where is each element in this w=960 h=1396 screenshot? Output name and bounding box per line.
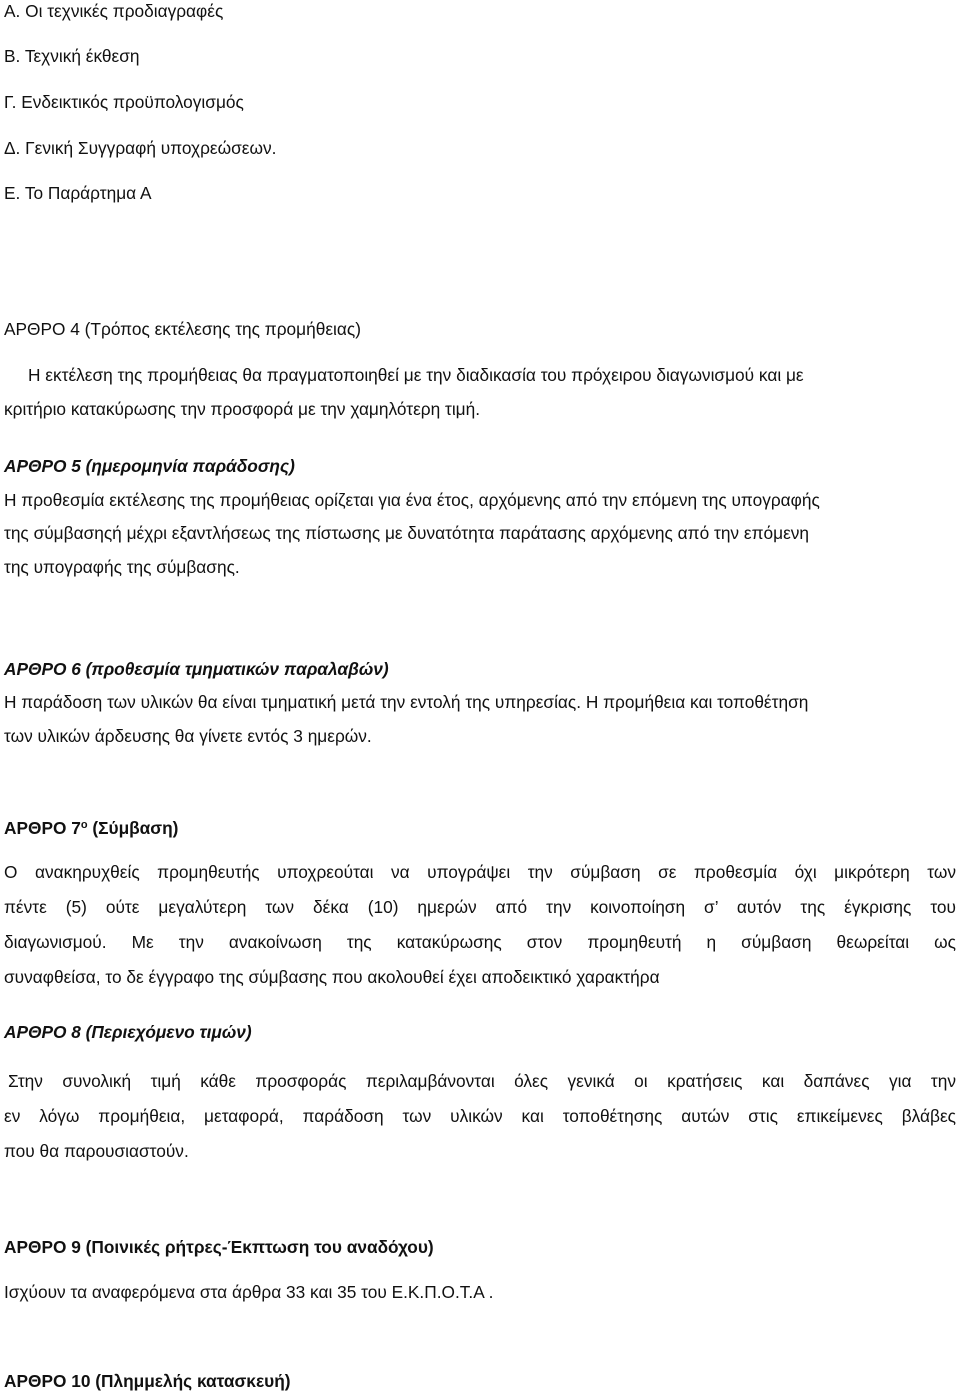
article9-line-1: Ισχύουν τα αναφερόμενα στα άρθρα 33 και 35 του Ε.Κ.Π.Ο.Τ.Α . [4,1282,494,1302]
article7-line-2: πέντε (5) ούτε μεγαλύτερη των δέκα (10) ημερών από την κοινοποίηση σ’ αυτόν της έγκρισης του [4,897,956,917]
article8-line-2: εν λόγω προμήθεια, μεταφορά, παράδοση των υλικών και τοποθέτησης αυτών στις επικείμενες βλάβες [4,1106,956,1126]
article6-title: ΑΡΘΡΟ 6 (προθεσμία τμηματικών παραλαβών) [4,659,389,679]
article10-title: ΑΡΘΡΟ 10 (Πλημμελής κατασκευή) [4,1371,291,1391]
article7-title-main: ΑΡΘΡΟ 7 [4,818,81,838]
article6-line-1: Η παράδοση των υλικών θα είναι τμηματική μετά την εντολή της υπηρεσίας. Η προμήθεια και τοποθέτηση [4,692,809,712]
article5-title: ΑΡΘΡΟ 5 (ημερομηνία παράδοσης) [4,456,295,476]
article7-title-rest: (Σύμβαση) [87,818,179,838]
appendix-item-b: Β. Τεχνική έκθεση [4,46,140,66]
article4-line-2: κριτήριο κατακύρωσης την προσφορά με την χαμηλότερη τιμή. [4,399,481,419]
article9-title: ΑΡΘΡΟ 9 (Ποινικές ρήτρες-Έκπτωση του αναδόχου) [4,1237,434,1257]
article7-title-superscript: ο [80,819,88,831]
appendix-item-d: Δ. Γενική Συγγραφή υποχρεώσεων. [4,138,277,158]
article8-title: ΑΡΘΡΟ 8 (Περιεχόμενο τιμών) [4,1022,252,1042]
appendix-item-e: Ε. Το Παράρτημα Α [4,183,152,203]
article5-line-2: της σύμβασηςή μέχρι εξαντλήσεως της πίστωσης με δυνατότητα παράτασης αρχόμενης από την επόμενη [4,523,810,543]
article8-line-3: που θα παρουσιαστούν. [4,1141,189,1161]
article7-line-4: συναφθείσα, το δε έγγραφο της σύμβασης που ακολουθεί έχει αποδεικτικό χαρακτήρα [4,967,660,987]
article4-line-1: Η εκτέλεση της προμήθειας θα πραγματοποιηθεί με την διαδικασία του πρόχειρου διαγωνισμού και με [28,365,804,385]
article6-line-2: των υλικών άρδευσης θα γίνετε εντός 3 ημερών. [4,726,372,746]
article7-line-3: διαγωνισμού. Με την ανακοίνωση της κατακύρωσης στον προμηθευτή η σύμβαση θεωρείται ως [4,932,956,952]
article7-line-1: Ο ανακηρυχθείς προμηθευτής υποχρεούται να υπογράψει την σύμβαση σε προθεσμία όχι μικρότερη των [4,862,956,882]
article5-line-3: της υπογραφής της σύμβασης. [4,557,240,577]
appendix-item-a: Α. Οι τεχνικές προδιαγραφές [4,1,224,21]
article7-title [4,817,178,839]
appendix-item-c: Γ. Ενδεικτικός προϋπολογισμός [4,92,244,112]
article8-line-1: Στην συνολική τιμή κάθε προσφοράς περιλαμβάνονται όλες γενικά οι κρατήσεις και δαπάνες για την [8,1071,956,1091]
article4-title: ΑΡΘΡΟ 4 (Τρόπος εκτέλεσης της προμήθειας) [4,319,361,339]
article5-line-1: Η προθεσμία εκτέλεσης της προμήθειας ορίζεται για ένα έτος, αρχόμενης από την επόμενη της υπογραφής [4,490,820,510]
